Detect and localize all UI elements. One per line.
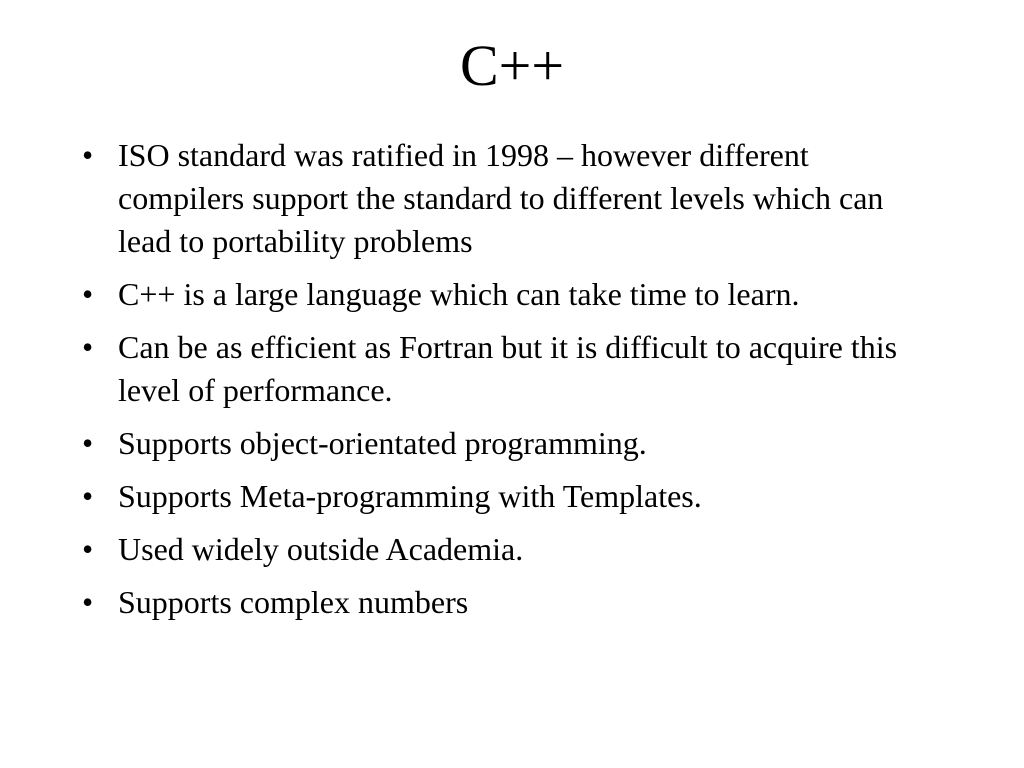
bullet-text: Can be as efficient as Fortran but it is difficult to acquire this level of performance. xyxy=(118,329,898,408)
bullet-item xyxy=(78,134,928,263)
bullet-marker: • xyxy=(82,531,94,567)
bullet-text: Supports complex numbers xyxy=(118,584,469,620)
bullet-text: Supports Meta-programming with Templates. xyxy=(118,478,702,514)
bullet-marker: • xyxy=(82,329,94,365)
bullet-item xyxy=(78,422,928,465)
bullet-marker: • xyxy=(82,425,94,461)
bullet-text: ISO standard was ratified in 1998 – however different compilers support the standard to different levels which can lead to portability problems xyxy=(118,137,884,259)
bullet-list xyxy=(78,134,928,634)
bullet-item xyxy=(78,475,928,518)
bullet-marker: • xyxy=(82,584,94,620)
slide-title: C++ xyxy=(459,33,565,98)
bullet-text: Supports object-orientated programming. xyxy=(118,425,647,461)
bullet-marker: • xyxy=(82,137,94,173)
bullet-item xyxy=(78,581,928,624)
bullet-item xyxy=(78,528,928,571)
bullet-marker: • xyxy=(82,276,94,312)
bullet-marker: • xyxy=(82,478,94,514)
bullet-item xyxy=(78,326,928,412)
bullet-text: Used widely outside Academia. xyxy=(118,531,524,567)
bullet-item xyxy=(78,273,928,316)
bullet-text: C++ is a large language which can take time to learn. xyxy=(118,276,800,312)
